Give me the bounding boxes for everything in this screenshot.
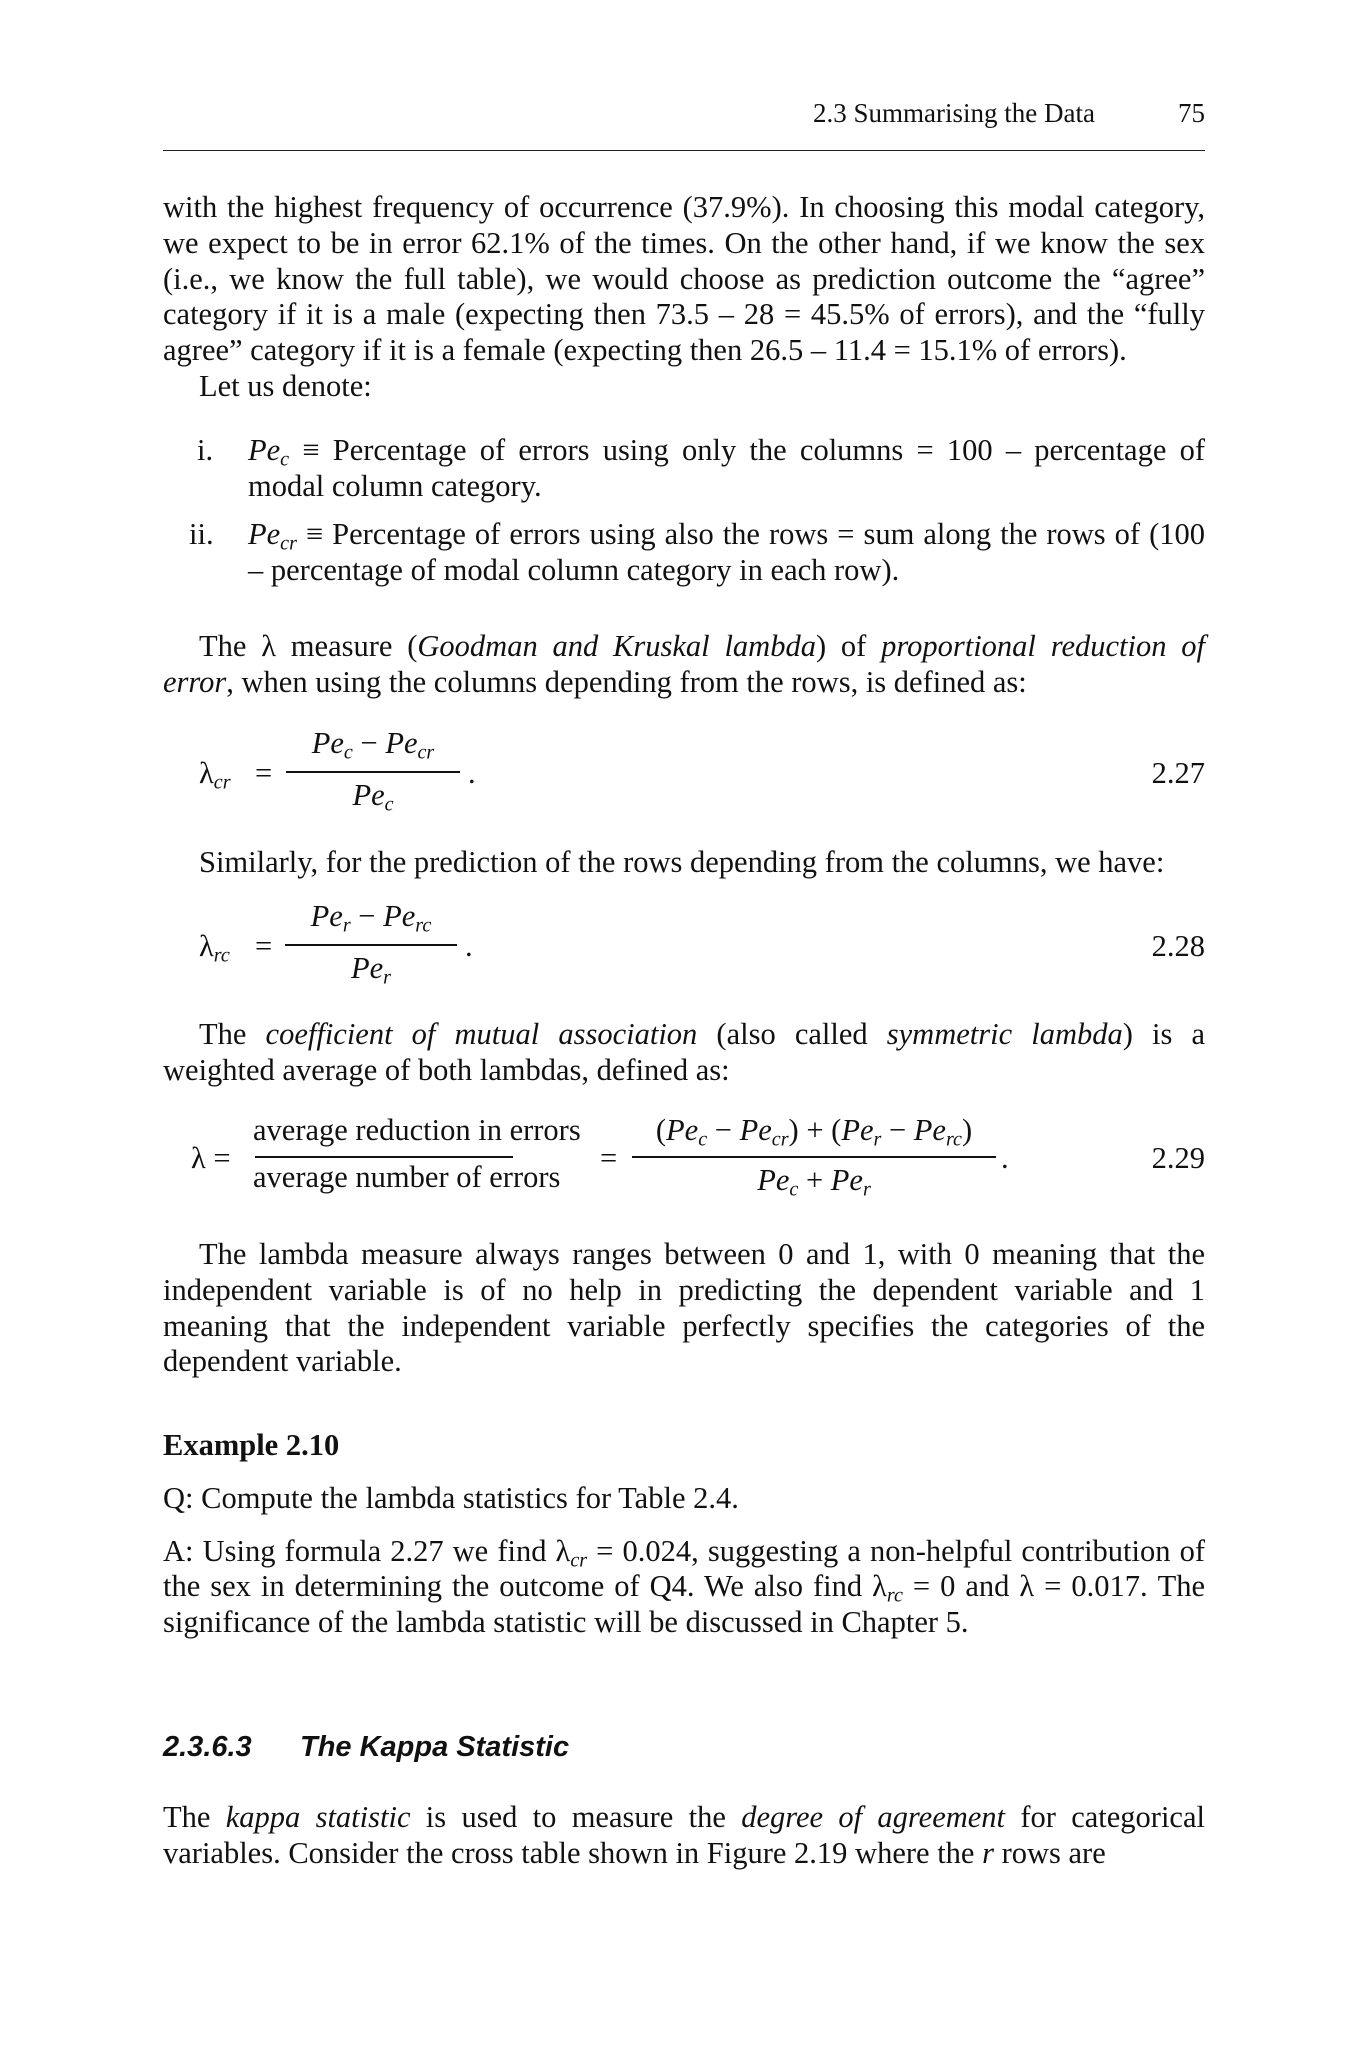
- denominator: $Pe_c$: [352, 778, 394, 816]
- numerator: $Pe_c - Pe_{cr}$: [311, 726, 435, 764]
- page-number: 75: [1178, 98, 1205, 128]
- lambda-intro-text: The λ measure (Goodman and Kruskal lambda) of proportional reduction of error, when using the columns depending from the rows, is defined as:: [163, 629, 1205, 699]
- header-section-title: 2.3 Summarising the Data: [813, 98, 1095, 128]
- list-item-text: $Pe_{cr}$ ≡ Percentage of errors using also the rows = sum along the rows of (100 – percentage of modal column category in each row).: [248, 517, 1205, 587]
- denominator-symbols: $Pe_c + Pe_r$: [757, 1163, 871, 1201]
- fraction-line: [286, 771, 460, 773]
- section-number: 2.3.6.3: [163, 1731, 252, 1763]
- list-item-text: $Pe_c$ ≡ Percentage of errors using only the columns = 100 – percentage of modal column category.: [248, 433, 1205, 503]
- list-marker: i.: [197, 433, 214, 467]
- section-heading: [163, 1731, 570, 1764]
- lambda-rc-symbol: $\lambda_{rc}$: [199, 929, 230, 967]
- paragraph-lambda-intro: [163, 629, 1205, 701]
- coefficient-text: The coefficient of mutual association (also called symmetric lambda) is a weighted average of both lambdas, defined as:: [163, 1017, 1205, 1087]
- fraction-line: [285, 944, 457, 946]
- paragraph-coefficient: [163, 1017, 1205, 1089]
- lambda-symbol: λ =: [191, 1141, 231, 1175]
- paragraph-similarly: [163, 845, 1205, 881]
- running-header: [163, 98, 1205, 151]
- lambda-range-text: The lambda measure always ranges between 0 and 1, with 0 meaning that the independent variable is of no help in predicting the dependent variable and 1 meaning that the independent variable perfectly specifies the categories of the dependent variable.: [163, 1237, 1205, 1379]
- fraction-line: [632, 1156, 996, 1158]
- denominator: $Pe_r$: [351, 951, 391, 989]
- lambda-cr-symbol: $\lambda_{cr}$: [199, 756, 231, 794]
- section-title: The Kappa Statistic: [300, 1731, 570, 1763]
- equation-number: 2.29: [1151, 1141, 1205, 1175]
- denominator-words: average number of errors: [253, 1160, 561, 1194]
- paragraph-modal-category: [163, 190, 1205, 405]
- let-us-denote: Let us denote:: [199, 368, 372, 403]
- equation-number: 2.28: [1151, 929, 1205, 963]
- example-title: Example 2.10: [163, 1428, 340, 1462]
- equation-number: 2.27: [1151, 756, 1205, 790]
- similarly-text: Similarly, for the prediction of the rows depending from the columns, we have:: [199, 845, 1165, 879]
- equation-2-28: $\lambda_{rc}$ = $Pe_r - Pe_{rc}$ $Pe_r$ . 2.28: [199, 899, 1205, 989]
- numerator: $Pe_r - Pe_{rc}$: [310, 899, 432, 937]
- equation-2-29: λ = average reduction in errors average number of errors = $(Pe_c - Pe_{cr}) + (Pe_r - Pe_{rc})$ $Pe_c + Pe_r$ . 2.29: [191, 1113, 1205, 1201]
- paragraph-kappa: [163, 1800, 1205, 1872]
- equation-2-27: $\lambda_{cr}$ = $Pe_c - Pe_{cr}$ $Pe_c$ . 2.27: [199, 726, 1205, 816]
- list-marker: ii.: [189, 517, 214, 551]
- paragraph-lambda-range: [163, 1237, 1205, 1380]
- numerator-words: average reduction in errors: [253, 1113, 581, 1147]
- kappa-text: The kappa statistic is used to measure the degree of agreement for categorical variables. Consider the cross table shown in Figure 2.19 where the r rows are: [163, 1800, 1205, 1870]
- paragraph-text: with the highest frequency of occurrence (37.9%). In choosing this modal category, we expect to be in error 62.1% of the times. On the other hand, if we know the sex (i.e., we know the full table), we would choose as prediction outcome the “agree” category if it is a male (expecting then 73.5 – 28 = 45.5% of errors), and the “fully agree” category if it is a female (expecting then 26.5 – 11.4 = 15.1% of errors).: [163, 190, 1205, 368]
- example-question: Q: Compute the lambda statistics for Table 2.4.: [163, 1480, 739, 1515]
- numerator-symbols: $(Pe_c - Pe_{cr}) + (Pe_r - Pe_{rc})$: [655, 1113, 973, 1151]
- example-answer: A: Using formula 2.27 we find $\lambda_{cr} = 0.024$, suggesting a non-helpful contribution of the sex in determining the outcome of Q4. We also find $\lambda_{rc} = 0$ and λ = 0.017. The significance of the lambda statistic will be discussed in Chapter 5.: [163, 1533, 1205, 1640]
- fraction-line: [255, 1156, 513, 1158]
- example-2-10: [163, 1428, 1205, 1641]
